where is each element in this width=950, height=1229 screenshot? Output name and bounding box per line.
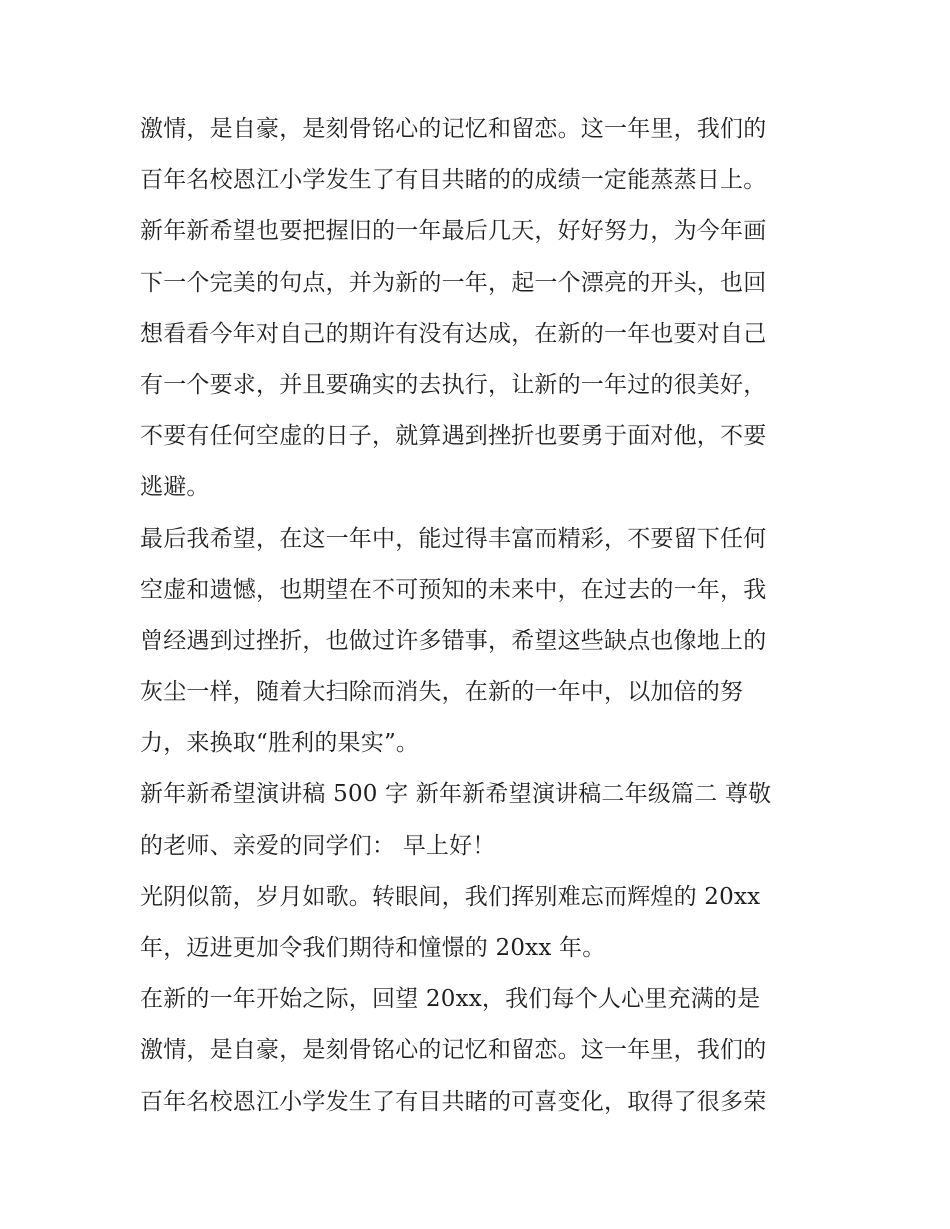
text-line: 激情，是自豪，是刻骨铭心的记忆和留恋。这一年里，我们的	[140, 116, 767, 142]
text-line: 有一个要求，并且要确实的去执行，让新的一年过的很美好，	[140, 371, 767, 398]
text-line: 新年新希望也要把握旧的一年最后几天，好好努力，为今年画	[140, 218, 767, 245]
text-line: 曾经遇到过挫折，也做过许多错事，希望这些缺点也像地上的	[140, 627, 767, 654]
text-line: 的老师、亲爱的同学们： 早上好！	[140, 832, 496, 859]
text-line: 新年新希望演讲稿 500 字 新年新希望演讲稿二年级篇二 尊敬	[140, 781, 772, 808]
text-line: 空虚和遗憾，也期望在不可预知的未来中，在过去的一年，我	[140, 576, 767, 603]
text-line: 灰尘一样，随着大扫除而消失，在新的一年中，以加倍的努	[140, 679, 744, 706]
text-line: 不要有任何空虚的日子，就算遇到挫折也要勇于面对他，不要	[140, 423, 767, 450]
text-line: 最后我希望，在这一年中，能过得丰富而精彩，不要留下任何	[140, 525, 767, 552]
text-line: 百年名校恩江小学发生了有目共睹的可喜变化，取得了很多荣	[140, 1088, 767, 1115]
text-line: 年，迈进更加令我们期待和憧憬的 20xx 年。	[140, 935, 606, 961]
text-line: 在新的一年开始之际，回望 20xx，我们每个人心里充满的是	[140, 986, 761, 1013]
text-line: 光阴似箭，岁月如歌。转眼间，我们挥别难忘而辉煌的 20xx	[140, 883, 761, 910]
text-line: 力，来换取“胜利的果实”。	[140, 730, 420, 757]
text-line: 逃避。	[140, 474, 210, 501]
text-line: 百年名校恩江小学发生了有目共睹的的成绩一定能蒸蒸日上。	[140, 167, 767, 194]
text-line: 想看看今年对自己的期许有没有达成，在新的一年也要对自己	[140, 320, 767, 347]
text-line: 激情，是自豪，是刻骨铭心的记忆和留恋。这一年里，我们的	[140, 1037, 767, 1064]
text-line: 下一个完美的句点，并为新的一年，起一个漂亮的开头，也回	[140, 269, 767, 296]
body-text	[140, 104, 812, 1128]
